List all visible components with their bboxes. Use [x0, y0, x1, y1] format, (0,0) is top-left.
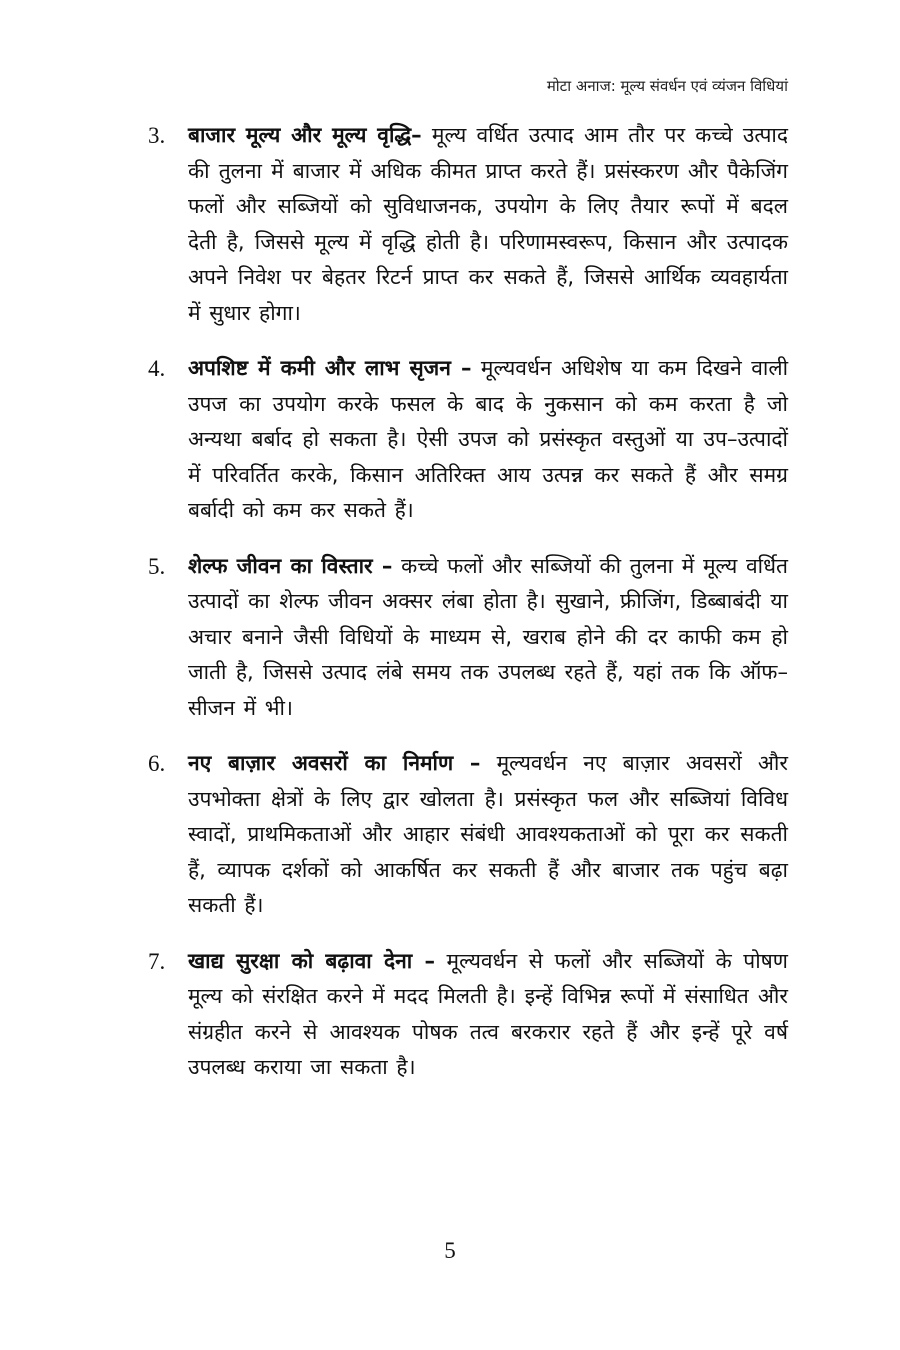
- item-text: मूल्य वर्धित उत्पाद आम तौर पर कच्चे उत्पाद की तुलना में बाजार में अधिक कीमत प्राप्त करते हैं। प्रसंस्करण और पैकेजिंग फलों और सब्जियों को सुविधाजनक, उपयोग के लिए तैयार रूपों में बदल देती है, जिससे मूल्य में वृद्धि होती है। परिणामस्वरूप, किसान और उत्पादक अपने निवेश पर बेहतर रिटर्न प्राप्त कर सकते हैं, जिससे आर्थिक व्यवहार्यता में सुधार होगा।: [188, 123, 788, 325]
- item-text: मूल्यवर्धन नए बाज़ार अवसरों और उपभोक्ता क्षेत्रों के लिए द्वार खोलता है। प्रसंस्कृत फल और सब्जियां विविध स्वादों, प्राथमिकताओं और आहार संबंधी आवश्यकताओं को पूरा कर सकती हैं, व्यापक दर्शकों को आकर्षित कर सकती हैं और बाजार तक पहुंच बढ़ा सकती हैं।: [188, 751, 788, 917]
- item-paragraph: [188, 118, 788, 331]
- item-title: नए बाज़ार अवसरों का निर्माण –: [188, 751, 481, 775]
- item-number: 4.: [148, 356, 166, 381]
- page-number: 5: [444, 1238, 456, 1263]
- item-title: अपशिष्ट में कमी और लाभ सृजन –: [188, 356, 472, 380]
- item-number: 7.: [148, 948, 166, 974]
- item-paragraph: [188, 549, 788, 727]
- item-text: मूल्यवर्धन अधिशेष या कम दिखने वाली उपज का उपयोग करके फसल के बाद के नुकसान को कम करता है जो अन्यथा बर्बाद हो सकता है। ऐसी उपज को प्रसंस्कृत वस्तुओं या उप–उत्पादों में परिवर्तित करके, किसान अतिरिक्त आय उत्पन्न कर सकते हैं और समग्र बर्बादी को कम कर सकते हैं।: [188, 356, 789, 522]
- item-paragraph: [188, 351, 788, 529]
- list-item: [148, 549, 788, 727]
- item-title: शेल्फ जीवन का विस्तार –: [188, 553, 393, 578]
- running-header: मोटा अनाज: मूल्य संवर्धन एवं व्यंजन विधियां: [546, 77, 788, 95]
- list-item: [148, 351, 788, 529]
- item-number: 3.: [148, 123, 166, 148]
- item-number: 5.: [148, 553, 166, 579]
- item-title: खाद्य सुरक्षा को बढ़ावा देना –: [188, 948, 435, 973]
- list-item: [148, 746, 788, 924]
- item-paragraph: [188, 746, 788, 924]
- item-text: कच्चे फलों और सब्जियों की तुलना में मूल्य वर्धित उत्पादों का शेल्फ जीवन अक्सर लंबा होता है। सुखाने, फ्रीजिंग, डिब्बाबंदी या अचार बनाने जैसी विधियों के माध्यम से, खराब होने की दर काफी कम हो जाती है, जिससे उत्पाद लंबे समय तक उपलब्ध रहते हैं, यहां तक कि ऑफ–सीजन में भी।: [188, 553, 788, 720]
- item-paragraph: [188, 944, 788, 1086]
- item-title: बाजार मूल्य और मूल्य वृद्धि–: [188, 123, 422, 147]
- list-item: [148, 118, 788, 331]
- item-text: मूल्यवर्धन से फलों और सब्जियों के पोषण मूल्य को संरक्षित करने में मदद मिलती है। इन्हें विभिन्न रूपों में संसाधित और संग्रहीत करने से आवश्यक पोषक तत्व बरकरार रहते हैं और इन्हें पूरे वर्ष उपलब्ध कराया जा सकता है।: [188, 948, 788, 1079]
- item-number: 6.: [148, 751, 166, 776]
- numbered-list: [148, 118, 788, 1106]
- list-item: [148, 944, 788, 1086]
